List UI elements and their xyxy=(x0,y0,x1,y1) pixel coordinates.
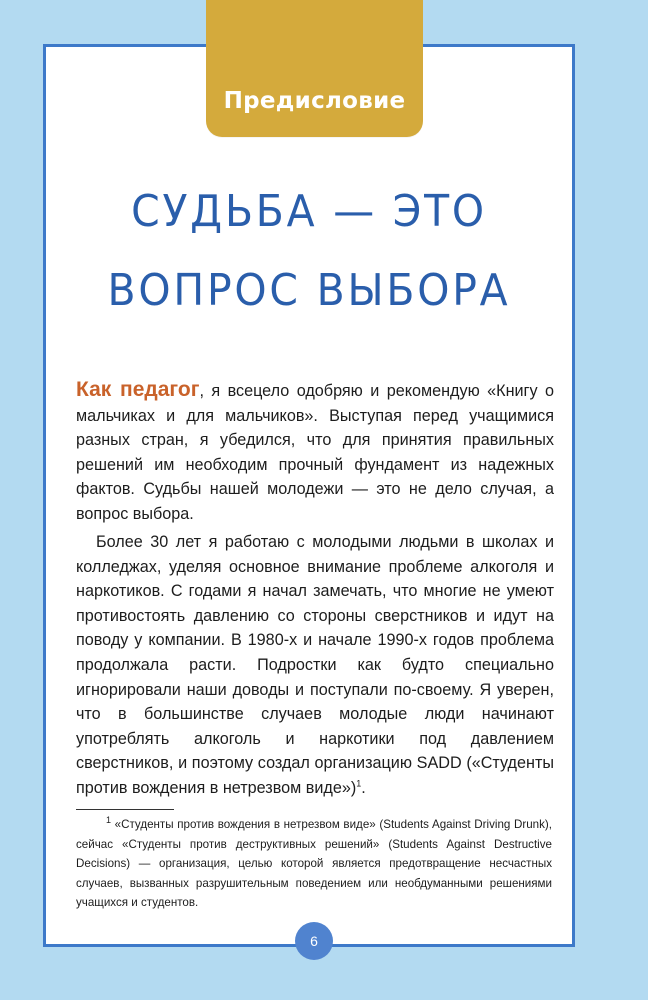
paragraph-2-end: . xyxy=(361,778,366,797)
footnote xyxy=(76,815,552,913)
paragraph-1 xyxy=(76,378,554,527)
page-title-line-2: ВОПРОС ВЫБОРА xyxy=(107,265,511,316)
paragraph-1-text: , я всецело одобряю и рекомендую «Книгу о мальчиках и для мальчиков». Выступая перед учащимися разных стран, я убедился, что для принятия правильных решений им необходим прочный фундамент из надежных фактов. Судьбы нашей молодежи — это не дело случая, а вопрос выбора. xyxy=(76,382,554,523)
footnote-reference[interactable]: 1 xyxy=(356,778,362,789)
footnote-mark: 1 xyxy=(106,815,112,826)
chapter-tab xyxy=(206,0,423,137)
chapter-tab-label: Предисловие xyxy=(223,88,406,114)
page-number-badge: 6 xyxy=(295,922,333,960)
paragraph-1-lead: Как педагог xyxy=(76,378,200,401)
footnote-divider xyxy=(76,809,174,810)
footnote-text: «Студенты против вождения в нетрезвом виде» (Students Against Driving Drunk), сейчас «Студенты против деструктивных решений» (Students Against Destructive Decisions) — организация, целью которой является предотвращение несчастных случаев, вызванных разрушительным поведением или необдуманными решениями учащихся и студентов. xyxy=(76,818,552,910)
page-title-line-1: СУДЬБА — ЭТО xyxy=(131,186,487,237)
paragraph-2 xyxy=(76,530,554,801)
paragraph-2-text: Более 30 лет я работаю с молодыми людьми в школах и колледжах, уделяя основное внимание проблеме алкоголя и наркотиков. С годами я начал замечать, что многие не умеют противостоять давлению со стороны сверстников и идут на поводу у компании. В 1980-х и начале 1990-х годов проблема продолжала расти. Подростки как будто специально игнорировали наши доводы и поступали по-своему. Я уверен, что в большинстве случаев молодые люди начинают употреблять алкоголь и наркотики под давлением сверстников, и поэтому создал организацию SADD («Студенты против вождения в нетрезвом виде») xyxy=(76,533,554,797)
